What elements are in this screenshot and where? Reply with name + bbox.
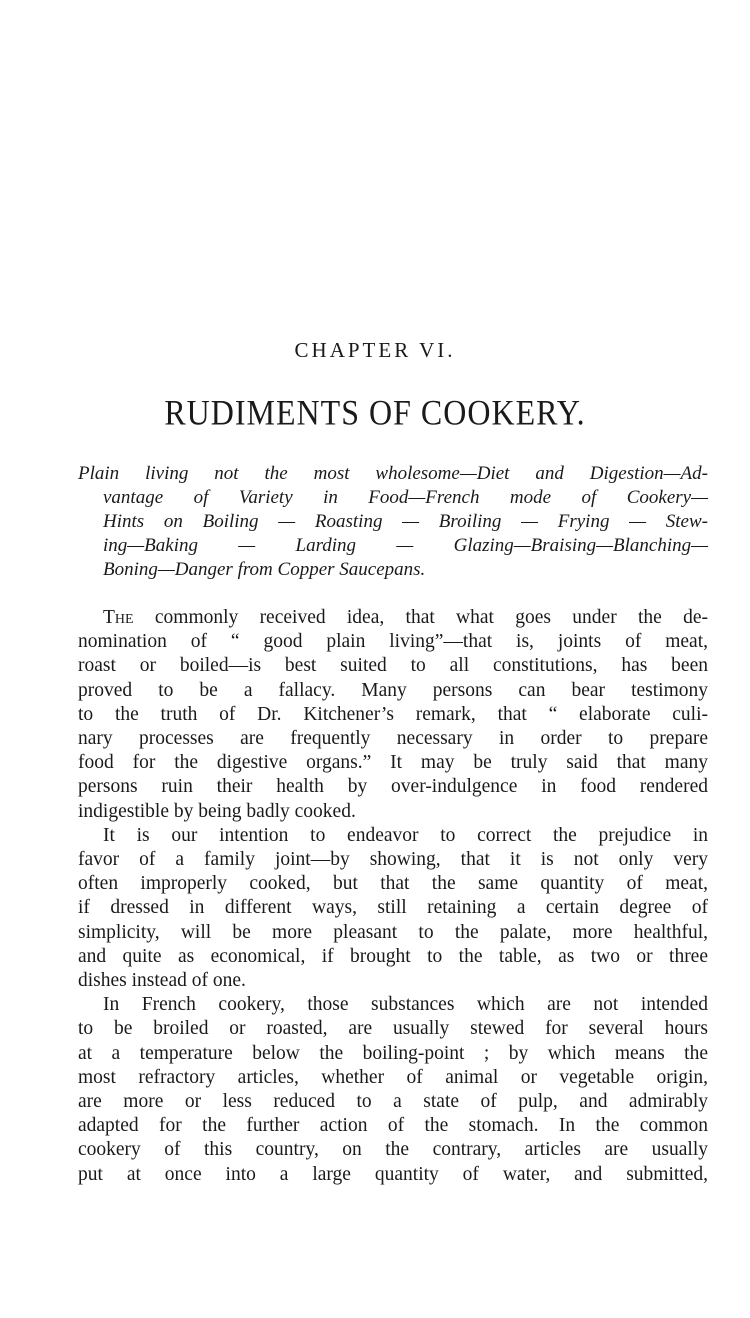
summary-line: Hints on Boiling — Roasting — Broiling — Frying — Stew- — [103, 511, 708, 532]
paragraph-line: often improperly cooked, but that the same quantity of meat, — [78, 873, 708, 895]
chapter-number: CHAPTER VI. — [294, 338, 456, 362]
paragraph-line: nary processes are frequently necessary in order to prepare — [78, 728, 708, 750]
paragraph — [78, 993, 708, 1187]
paragraph-line: It is our intention to endeavor to correct the prejudice in — [103, 824, 708, 846]
paragraph-line: In French cookery, those substances which are not intended — [103, 994, 708, 1016]
paragraph-line: to be broiled or roasted, are usually stewed for several hours — [78, 1018, 708, 1040]
paragraph-line: adapted for the further action of the stomach. In the common — [78, 1115, 708, 1137]
paragraph — [78, 824, 708, 993]
paragraph — [78, 606, 708, 824]
paragraph-line: most refractory articles, whether of animal or vegetable origin, — [78, 1066, 708, 1088]
summary-line: Boning—Danger from Copper Saucepans. — [103, 559, 426, 580]
paragraph-line: to the truth of Dr. Kitchener’s remark, that “ elaborate culi- — [78, 703, 708, 725]
chapter-title: RUDIMENTS OF COOKERY. — [164, 392, 586, 433]
summary-line: vantage of Variety in Food—French mode of Cookery— — [103, 487, 708, 508]
paragraph-line: indigestible by being badly cooked. — [78, 800, 356, 822]
paragraph-line: nomination of “ good plain living”—that is, joints of meat, — [78, 631, 708, 653]
paragraph-line — [78, 606, 708, 630]
paragraph-line: if dressed in different ways, still retaining a certain degree of — [78, 897, 708, 919]
paragraph-line: and quite as economical, if brought to the table, as two or three — [78, 945, 708, 967]
chapter-summary — [78, 462, 708, 582]
line-text: commonly received idea, that what goes under the de- — [133, 607, 708, 628]
chapter-body — [78, 606, 708, 1187]
paragraph-line: persons ruin their health by over-indulgence in food rendered — [78, 776, 708, 798]
drop-word: The — [103, 607, 134, 628]
summary-line: ing—Baking — Larding — Glazing—Braising—Blanching— — [103, 535, 708, 556]
paragraph-line: at a temperature below the boiling-point ; by which means the — [78, 1042, 708, 1064]
paragraph-line: favor of a family joint—by showing, that it is not only very — [78, 849, 708, 871]
paragraph-line: put at once into a large quantity of water, and submitted, — [78, 1163, 708, 1185]
paragraph-line: dishes instead of one. — [78, 970, 246, 992]
paragraph-line: roast or boiled—is best suited to all constitutions, has been — [78, 655, 708, 677]
paragraph-line: cookery of this country, on the contrary, articles are usually — [78, 1139, 708, 1161]
paragraph-line: are more or less reduced to a state of pulp, and admirably — [78, 1091, 708, 1113]
paragraph-line: simplicity, will be more pleasant to the palate, more healthful, — [78, 921, 708, 943]
paragraph-line: food for the digestive organs.” It may be truly said that many — [78, 752, 708, 774]
paragraph-line: proved to be a fallacy. Many persons can bear testimony — [78, 679, 708, 701]
summary-line: Plain living not the most wholesome—Diet and Digestion—Ad- — [78, 463, 708, 484]
